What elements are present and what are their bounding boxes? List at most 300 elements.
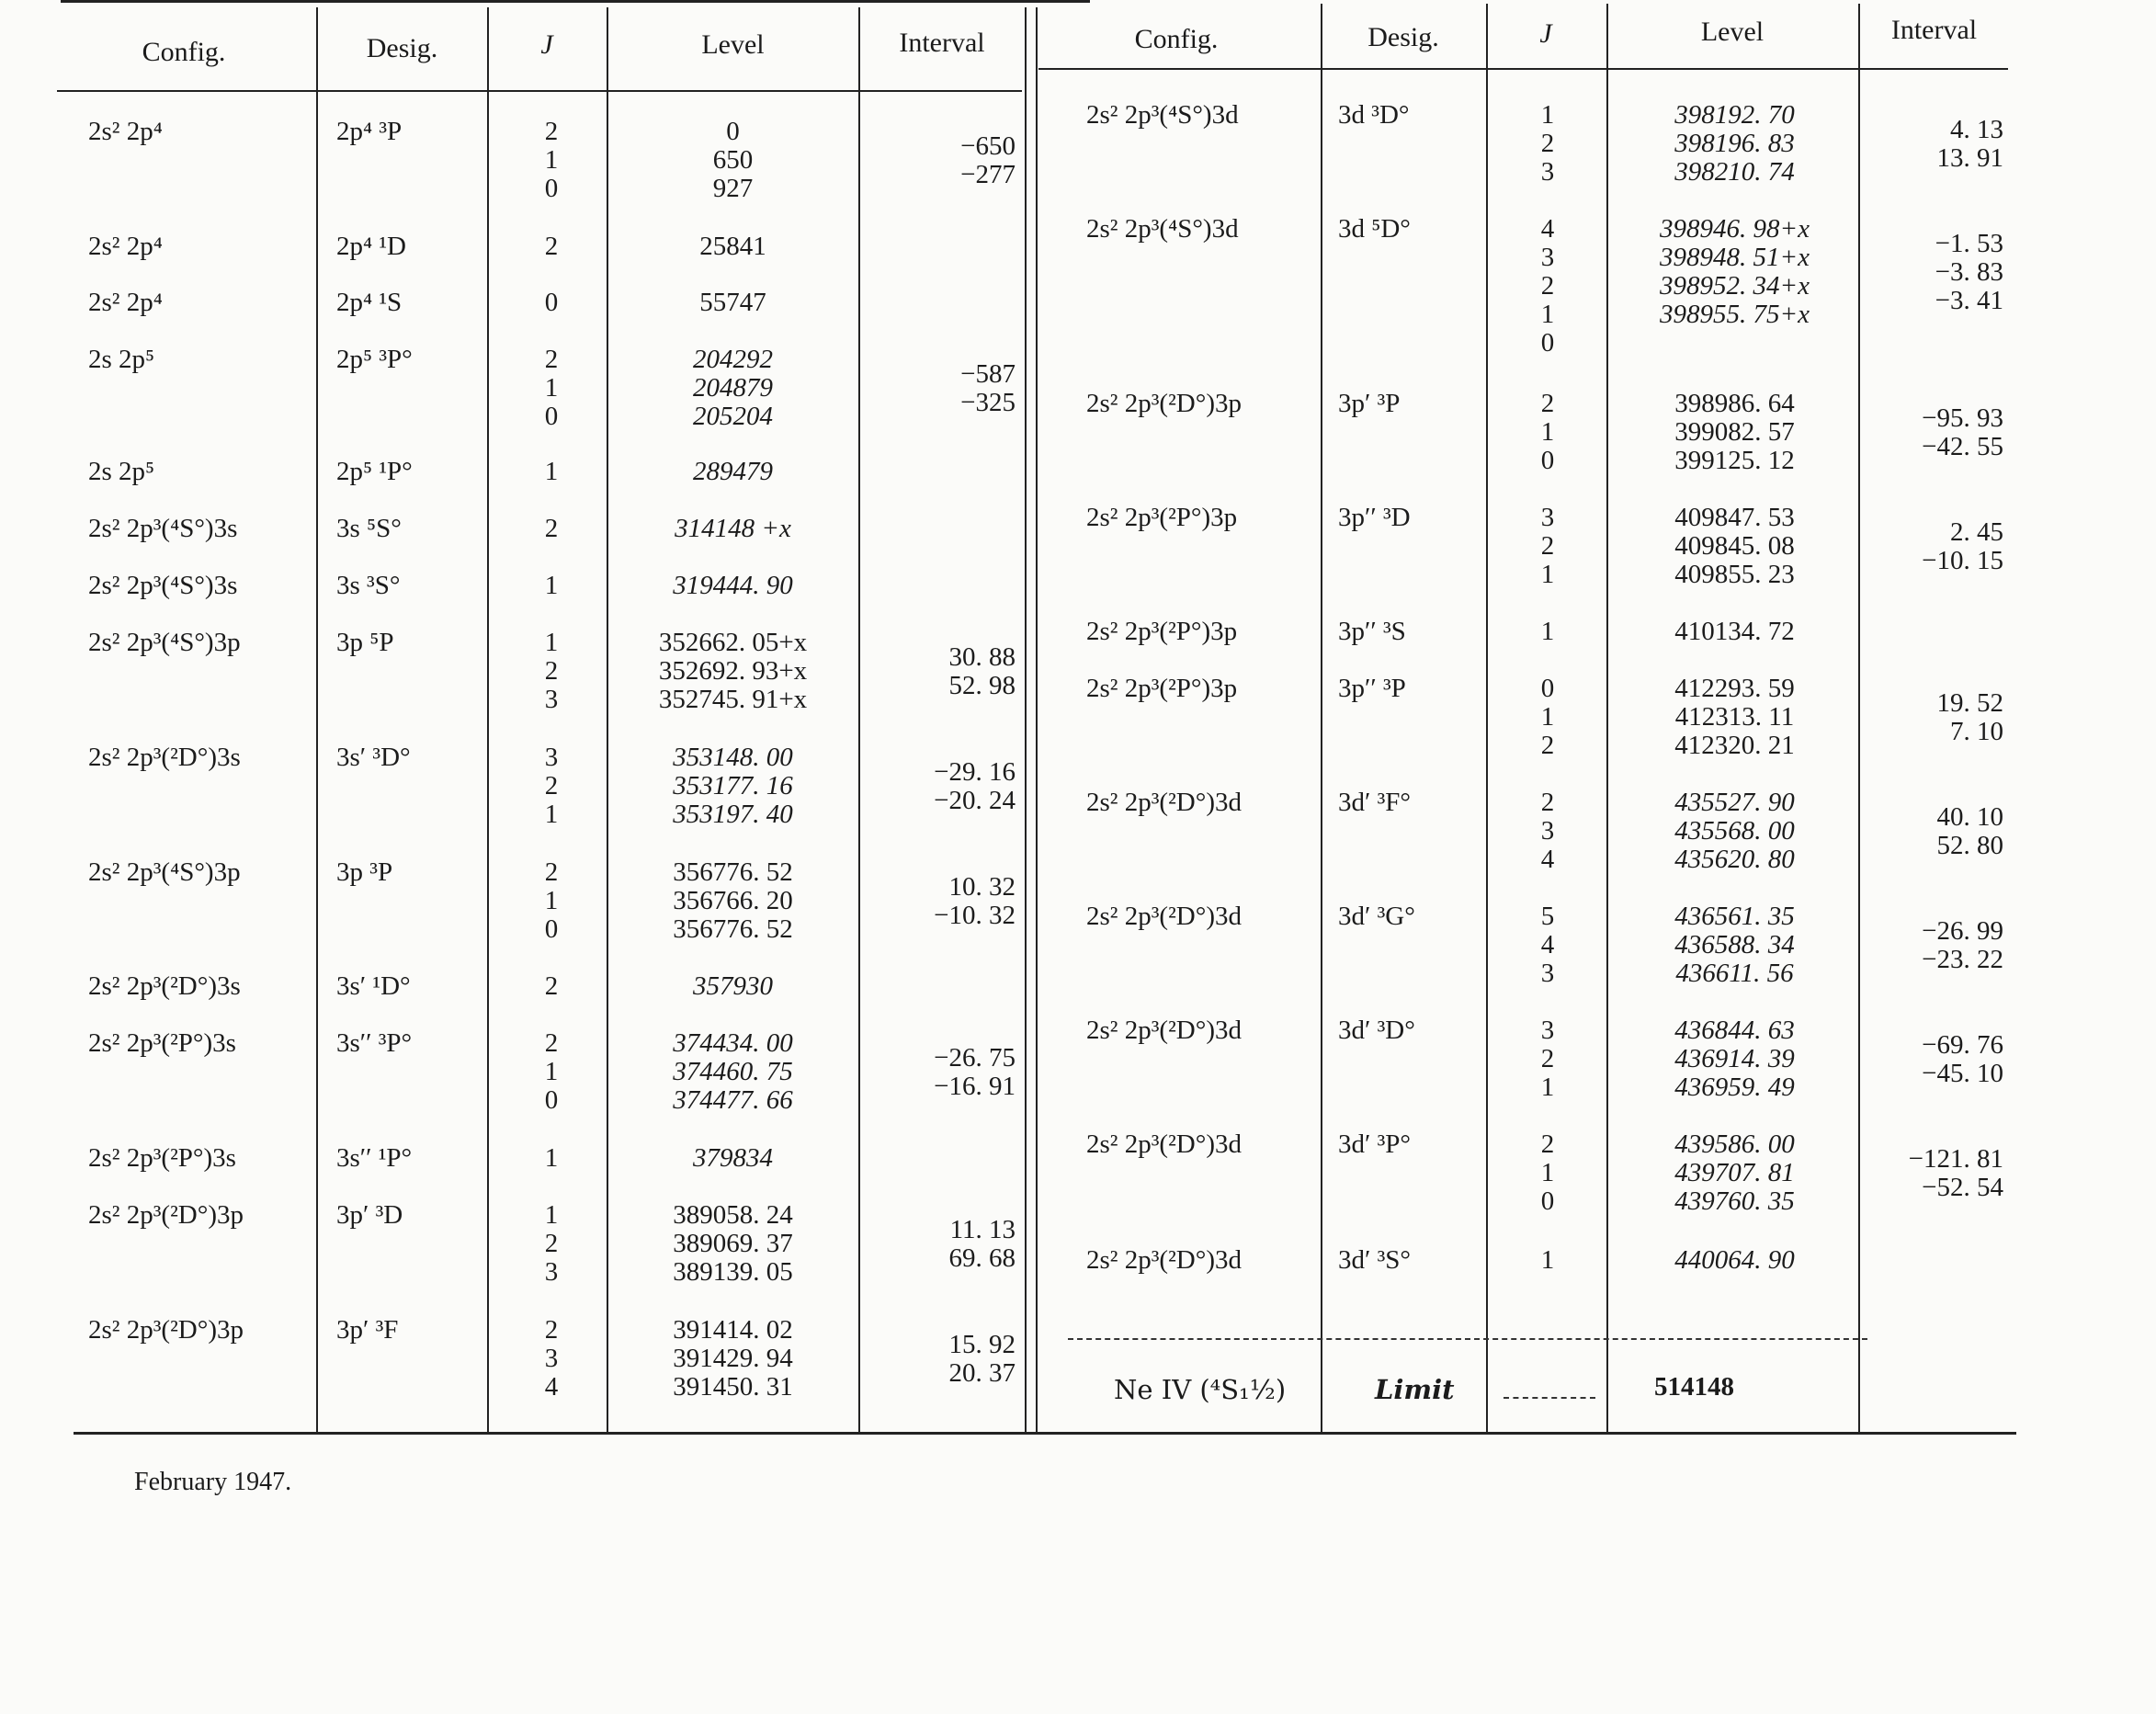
- level-values-cell: [1617, 1246, 1852, 1275]
- config-cell: 2s² 2p³(²P°)3p: [1086, 674, 1238, 703]
- level-value: 204292: [693, 345, 773, 374]
- j-value: 2: [544, 345, 559, 374]
- level-value: 398196. 83: [1674, 129, 1795, 158]
- j-values-cell: [496, 515, 607, 543]
- j-value: 2: [544, 117, 559, 146]
- level-value: 409845. 08: [1674, 531, 1795, 561]
- level-values-cell: [1617, 101, 1852, 187]
- j-value: 1: [544, 886, 559, 915]
- config-cell: 2s² 2p³(²D°)3p: [88, 1200, 244, 1230]
- designation-cell: 3d ⁵D°: [1338, 214, 1411, 244]
- config-cell: 2s² 2p⁴: [88, 232, 163, 261]
- config-cell: 2s² 2p³(²D°)3d: [1086, 1245, 1242, 1275]
- config-cell: 2s² 2p³(²P°)3s: [88, 1143, 236, 1173]
- col-sep: [487, 7, 489, 1432]
- interval-value: −3. 83: [1935, 257, 2003, 287]
- config-cell: 2s² 2p³(²D°)3s: [88, 971, 241, 1001]
- level-value: 412293. 59: [1674, 674, 1795, 703]
- config-cell: 2s² 2p³(²D°)3s: [88, 743, 241, 772]
- level-value: 399082. 57: [1674, 417, 1795, 447]
- j-values-cell: [496, 1144, 607, 1173]
- level-value: 436561. 35: [1674, 902, 1795, 931]
- level-values-cell: [616, 1316, 850, 1402]
- header-level: Level: [701, 29, 765, 60]
- level-value: 436611. 56: [1675, 959, 1794, 988]
- j-value: 1: [544, 1200, 559, 1230]
- level-values-cell: [616, 1201, 850, 1287]
- j-value: 2: [1540, 271, 1555, 301]
- config-cell: 2s² 2p³(⁴S°)3d: [1086, 214, 1239, 244]
- j-value: 4: [1540, 214, 1555, 244]
- level-value: 352662. 05+x: [658, 628, 808, 657]
- j-values-cell: [496, 972, 607, 1001]
- interval-values-cell: [1866, 689, 2003, 746]
- j-values-cell: [1492, 215, 1603, 358]
- config-cell: 2s² 2p³(²P°)3p: [1086, 617, 1238, 646]
- interval-value: −45. 10: [1922, 1059, 2003, 1088]
- level-value: 398946. 98+x: [1660, 214, 1810, 244]
- j-value: 3: [544, 1257, 559, 1287]
- interval-values-cell: [1866, 917, 2003, 974]
- interval-value: −95. 93: [1922, 403, 2003, 433]
- level-value: 398986. 64: [1674, 389, 1795, 418]
- j-values-cell: [496, 233, 607, 261]
- j-values-cell: [1492, 675, 1603, 760]
- level-values-cell: [1617, 902, 1852, 988]
- level-value: 412320. 21: [1674, 731, 1795, 760]
- j-values-cell: [496, 289, 607, 317]
- j-value: 4: [1540, 845, 1555, 874]
- level-value: 289479: [693, 457, 773, 486]
- level-value: 391414. 02: [673, 1315, 793, 1345]
- level-values-cell: [1617, 1016, 1852, 1102]
- j-value: 2: [1540, 788, 1555, 817]
- interval-value: −121. 81: [1908, 1144, 2003, 1174]
- designation-cell: 2p⁴ ¹S: [336, 288, 403, 317]
- level-values-cell: [1617, 675, 1852, 760]
- j-value: 1: [1540, 617, 1555, 646]
- level-value: 399125. 12: [1674, 446, 1795, 475]
- config-cell: 2s² 2p⁴: [88, 288, 163, 317]
- j-value: 2: [544, 771, 559, 800]
- level-value: 439707. 81: [1674, 1158, 1795, 1187]
- interval-value: 10. 32: [948, 872, 1016, 902]
- header-desig: Desig.: [366, 33, 438, 63]
- j-value: 2: [1540, 531, 1555, 561]
- interval-value: −20. 24: [934, 786, 1016, 815]
- j-values-cell: [1492, 789, 1603, 874]
- designation-cell: 3s′ ¹D°: [336, 971, 411, 1001]
- level-value: 927: [712, 174, 754, 203]
- interval-value: 40. 10: [1936, 802, 2003, 832]
- designation-cell: 3d′ ³F°: [1338, 788, 1412, 817]
- interval-value: −42. 55: [1922, 432, 2003, 461]
- config-cell: 2s² 2p³(²D°)3d: [1086, 1129, 1242, 1159]
- interval-value: −1. 53: [1935, 229, 2003, 258]
- level-values-cell: [1617, 618, 1852, 646]
- designation-cell: 3d′ ³P°: [1338, 1129, 1412, 1159]
- j-value: 3: [1540, 243, 1555, 272]
- j-values-cell: [496, 118, 607, 203]
- level-value: 356776. 52: [673, 914, 793, 944]
- config-cell: 2s² 2p³(²P°)3s: [88, 1028, 236, 1058]
- col-sep: [1036, 7, 1038, 1432]
- header-config: Config.: [1134, 24, 1219, 54]
- level-values-cell: [616, 458, 850, 486]
- level-value: 25841: [699, 232, 766, 261]
- level-value: 435527. 90: [1674, 788, 1795, 817]
- level-value: 352692. 93+x: [658, 656, 808, 686]
- j-value: 0: [544, 1085, 559, 1115]
- level-value: 353177. 16: [673, 771, 793, 800]
- j-value: 1: [544, 571, 559, 600]
- j-value: 0: [544, 174, 559, 203]
- config-cell: 2s² 2p³(⁴S°)3d: [1086, 100, 1239, 130]
- designation-cell: 3d′ ³D°: [1338, 1016, 1415, 1045]
- interval-value: 7. 10: [1950, 717, 2003, 746]
- j-value: 2: [1540, 731, 1555, 760]
- col-sep: [316, 7, 318, 1432]
- interval-value: 20. 37: [948, 1358, 1016, 1388]
- j-value: 1: [1540, 560, 1555, 589]
- designation-cell: 2p⁵ ¹P°: [336, 457, 413, 486]
- level-value: 436844. 63: [1674, 1016, 1795, 1045]
- level-values-cell: [616, 1029, 850, 1115]
- level-values-cell: [1617, 390, 1852, 475]
- interval-value: −16. 91: [934, 1072, 1016, 1101]
- designation-cell: 3d ³D°: [1338, 100, 1410, 130]
- config-cell: 2s² 2p³(⁴S°)3p: [88, 628, 241, 657]
- designation-cell: 3p′′ ³P: [1338, 674, 1406, 703]
- designation-cell: 3p′′ ³D: [1338, 503, 1411, 532]
- config-cell: 2s 2p⁵: [88, 457, 155, 486]
- interval-value: −52. 54: [1922, 1173, 2003, 1202]
- j-value: 1: [1540, 417, 1555, 447]
- designation-cell: 2p⁵ ³P°: [336, 345, 413, 374]
- j-value: 2: [544, 1028, 559, 1058]
- interval-value: −69. 76: [1922, 1030, 2003, 1060]
- limit-level: 514148: [1654, 1372, 1734, 1402]
- level-value: 391450. 31: [673, 1372, 793, 1402]
- level-value: 389069. 37: [673, 1229, 793, 1258]
- config-cell: 2s 2p⁵: [88, 345, 155, 374]
- interval-value: −10. 32: [934, 901, 1016, 930]
- config-cell: 2s² 2p⁴: [88, 117, 163, 146]
- config-cell: 2s² 2p³(⁴S°)3s: [88, 514, 238, 543]
- designation-cell: 3s′′ ¹P°: [336, 1143, 413, 1173]
- level-value: 436959. 49: [1674, 1073, 1795, 1102]
- level-value: 353197. 40: [673, 800, 793, 829]
- j-values-cell: [1492, 390, 1603, 475]
- level-values-cell: [1617, 504, 1852, 589]
- j-value: 0: [1540, 1186, 1555, 1216]
- level-values-cell: [616, 572, 850, 600]
- level-value: 391429. 94: [673, 1344, 793, 1373]
- table-bottom-rule: [74, 1432, 2016, 1435]
- interval-value: −650: [960, 131, 1016, 161]
- designation-cell: 3p′ ³P: [1338, 389, 1401, 418]
- level-values-cell: [616, 346, 850, 431]
- j-values-cell: [1492, 101, 1603, 187]
- level-value: 412313. 11: [1674, 702, 1795, 732]
- interval-values-cell: [1866, 803, 2003, 860]
- j-values-cell: [496, 346, 607, 431]
- j-value: 1: [544, 1143, 559, 1173]
- level-value: 356766. 20: [673, 886, 793, 915]
- j-values-cell: [1492, 1130, 1603, 1216]
- level-value: 389058. 24: [673, 1200, 793, 1230]
- j-value: 3: [1540, 503, 1555, 532]
- level-value: 374477. 66: [673, 1085, 793, 1115]
- level-value: 389139. 05: [673, 1257, 793, 1287]
- interval-values-cell: [1866, 230, 2003, 315]
- interval-values-cell: [1866, 518, 2003, 575]
- col-sep: [1858, 4, 1860, 1432]
- j-values-cell: [496, 458, 607, 486]
- designation-cell: 3p′ ³D: [336, 1200, 403, 1230]
- j-value: 3: [1540, 157, 1555, 187]
- designation-cell: 3d′ ³G°: [1338, 902, 1415, 931]
- interval-value: 13. 91: [1936, 143, 2003, 173]
- designation-cell: 2p⁴ ¹D: [336, 232, 406, 261]
- level-values-cell: [616, 1144, 850, 1173]
- level-values-cell: [616, 515, 850, 543]
- level-value: 398210. 74: [1674, 157, 1795, 187]
- j-value: 3: [544, 1344, 559, 1373]
- level-values-cell: [616, 289, 850, 317]
- j-value: 2: [544, 857, 559, 887]
- j-values-cell: [496, 1201, 607, 1287]
- level-values-cell: [616, 118, 850, 203]
- config-cell: 2s² 2p³(²D°)3d: [1086, 1016, 1242, 1045]
- interval-value: 30. 88: [948, 642, 1016, 672]
- col-sep: [607, 7, 608, 1432]
- designation-cell: 3p ⁵P: [336, 628, 394, 657]
- level-value: 205204: [693, 402, 773, 431]
- config-cell: 2s² 2p³(²D°)3d: [1086, 788, 1242, 817]
- level-value: 409847. 53: [1674, 503, 1795, 532]
- j-value: 3: [1540, 816, 1555, 846]
- j-value: 2: [1540, 1044, 1555, 1073]
- level-value: 439760. 35: [1674, 1186, 1795, 1216]
- level-value: 0: [726, 117, 740, 146]
- j-value: 1: [544, 145, 559, 175]
- j-values-cell: [1492, 1016, 1603, 1102]
- config-cell: 2s² 2p³(²D°)3d: [1086, 902, 1242, 931]
- footer-date: February 1947.: [134, 1468, 292, 1496]
- designation-cell: 3s′ ³D°: [336, 743, 411, 772]
- level-values-cell: [1617, 1130, 1852, 1216]
- interval-values-cell: [873, 643, 1016, 700]
- level-value: 357930: [693, 971, 773, 1001]
- j-values-cell: [496, 1316, 607, 1402]
- j-value: 3: [1540, 959, 1555, 988]
- interval-value: 52. 98: [948, 671, 1016, 700]
- j-value: 1: [544, 1057, 559, 1086]
- header-desig: Desig.: [1367, 22, 1439, 52]
- j-values-cell: [1492, 902, 1603, 988]
- j-value: 2: [544, 1229, 559, 1258]
- header-config: Config.: [142, 37, 226, 67]
- j-value: 1: [1540, 1158, 1555, 1187]
- level-value: 314148 +x: [675, 514, 791, 543]
- j-value: 0: [1540, 328, 1555, 358]
- j-value: 1: [1540, 702, 1555, 732]
- level-value: 55747: [699, 288, 766, 317]
- level-value: 319444. 90: [673, 571, 793, 600]
- level-value: 398952. 34+x: [1660, 271, 1810, 301]
- j-value: 1: [544, 457, 559, 486]
- level-value: 436914. 39: [1674, 1044, 1795, 1073]
- config-cell: 2s² 2p³(⁴S°)3s: [88, 571, 238, 600]
- interval-values-cell: [1866, 1031, 2003, 1088]
- j-value: 4: [1540, 930, 1555, 959]
- j-value: 2: [544, 514, 559, 543]
- j-values-cell: [496, 572, 607, 600]
- interval-value: 4. 13: [1950, 115, 2003, 144]
- j-values-cell: [1492, 1246, 1603, 1275]
- designation-cell: 3p ³P: [336, 857, 393, 887]
- header-j: J: [540, 29, 553, 60]
- limit-desig: Limit: [1375, 1374, 1455, 1405]
- j-value: 3: [544, 685, 559, 714]
- header-rule-right: [1038, 68, 2008, 70]
- interval-value: 52. 80: [1936, 831, 2003, 860]
- table-top-rule: [61, 0, 1090, 3]
- j-value: 3: [1540, 1016, 1555, 1045]
- interval-value: −29. 16: [934, 757, 1016, 787]
- interval-value: −3. 41: [1935, 286, 2003, 315]
- j-value: 2: [1540, 129, 1555, 158]
- level-value: 409855. 23: [1674, 560, 1795, 589]
- j-values-cell: [496, 629, 607, 714]
- j-value: 1: [1540, 1073, 1555, 1102]
- j-values-cell: [1492, 618, 1603, 646]
- col-sep: [1321, 4, 1322, 1432]
- level-value: 374434. 00: [673, 1028, 793, 1058]
- j-value: 2: [1540, 1129, 1555, 1159]
- level-value: 352745. 91+x: [658, 685, 808, 714]
- header-j: J: [1539, 18, 1552, 49]
- j-value: 4: [544, 1372, 559, 1402]
- interval-values-cell: [873, 1331, 1016, 1388]
- header-interval: Interval: [1890, 15, 1978, 45]
- designation-cell: 3s ³S°: [336, 571, 401, 600]
- interval-value: −325: [960, 388, 1016, 417]
- level-value: 353148. 00: [673, 743, 793, 772]
- j-values-cell: [496, 858, 607, 944]
- j-value: 0: [1540, 446, 1555, 475]
- j-value: 2: [1540, 389, 1555, 418]
- interval-value: −26. 75: [934, 1043, 1016, 1073]
- level-values-cell: [616, 233, 850, 261]
- j-values-cell: [1492, 504, 1603, 589]
- j-value: 1: [544, 800, 559, 829]
- j-value: 0: [544, 288, 559, 317]
- col-sep: [858, 7, 860, 1432]
- j-values-cell: [496, 743, 607, 829]
- header-level: Level: [1700, 17, 1765, 47]
- interval-value: 15. 92: [948, 1330, 1016, 1359]
- j-value: 5: [1540, 902, 1555, 931]
- col-sep: [1606, 4, 1608, 1432]
- interval-value: −587: [960, 359, 1016, 389]
- interval-value: −23. 22: [1922, 945, 2003, 974]
- header-interval: Interval: [899, 28, 985, 58]
- level-value: 435620. 80: [1674, 845, 1795, 874]
- level-value: 356776. 52: [673, 857, 793, 887]
- config-cell: 2s² 2p³(²P°)3p: [1086, 503, 1238, 532]
- interval-values-cell: [873, 1216, 1016, 1273]
- j-value: 0: [544, 402, 559, 431]
- limit-config: Ne IV (⁴S₁½): [1114, 1374, 1287, 1405]
- j-value: 2: [544, 1315, 559, 1345]
- interval-values-cell: [873, 132, 1016, 189]
- col-sep: [1025, 7, 1027, 1432]
- level-value: 398948. 51+x: [1660, 243, 1810, 272]
- level-value: 204879: [693, 373, 773, 403]
- limit-separator-rule: [1068, 1338, 1867, 1340]
- j-value: 2: [544, 656, 559, 686]
- col-sep: [1486, 4, 1488, 1432]
- level-value: 440064. 90: [1674, 1245, 1795, 1275]
- j-value: 1: [1540, 100, 1555, 130]
- interval-value: −10. 15: [1922, 546, 2003, 575]
- level-value: 410134. 72: [1674, 617, 1795, 646]
- designation-cell: 3d′ ³S°: [1338, 1245, 1412, 1275]
- interval-value: −277: [960, 160, 1016, 189]
- interval-values-cell: [873, 1044, 1016, 1101]
- limit-j-rule: [1504, 1397, 1595, 1399]
- designation-cell: 3p′ ³F: [336, 1315, 399, 1345]
- j-value: 3: [544, 743, 559, 772]
- interval-value: 11. 13: [949, 1215, 1016, 1244]
- level-value: 398955. 75+x: [1660, 300, 1810, 329]
- config-cell: 2s² 2p³(²D°)3p: [1086, 389, 1242, 418]
- interval-value: 19. 52: [1936, 688, 2003, 718]
- level-value: 379834: [693, 1143, 773, 1173]
- interval-value: 2. 45: [1950, 517, 2003, 547]
- interval-values-cell: [1866, 116, 2003, 173]
- interval-values-cell: [1866, 404, 2003, 461]
- interval-values-cell: [873, 873, 1016, 930]
- level-value: 439586. 00: [1674, 1129, 1795, 1159]
- interval-values-cell: [873, 758, 1016, 815]
- interval-value: −26. 99: [1922, 916, 2003, 946]
- interval-value: 69. 68: [948, 1243, 1016, 1273]
- level-values-cell: [616, 743, 850, 829]
- level-value: 436588. 34: [1674, 930, 1795, 959]
- level-value: 650: [712, 145, 754, 175]
- j-value: 0: [544, 914, 559, 944]
- j-value: 2: [544, 971, 559, 1001]
- j-value: 1: [544, 373, 559, 403]
- level-value: 435568. 00: [1674, 816, 1795, 846]
- header-rule-left: [57, 90, 1022, 92]
- level-values-cell: [616, 972, 850, 1001]
- j-value: 1: [544, 628, 559, 657]
- j-value: 1: [1540, 300, 1555, 329]
- designation-cell: 3s′′ ³P°: [336, 1028, 413, 1058]
- config-cell: 2s² 2p³(²D°)3p: [88, 1315, 244, 1345]
- level-value: 374460. 75: [673, 1057, 793, 1086]
- j-value: 2: [544, 232, 559, 261]
- level-values-cell: [1617, 789, 1852, 874]
- level-value: 398192. 70: [1674, 100, 1795, 130]
- designation-cell: 3s ⁵S°: [336, 514, 402, 543]
- level-values-cell: [616, 858, 850, 944]
- designation-cell: 3p′′ ³S: [1338, 617, 1406, 646]
